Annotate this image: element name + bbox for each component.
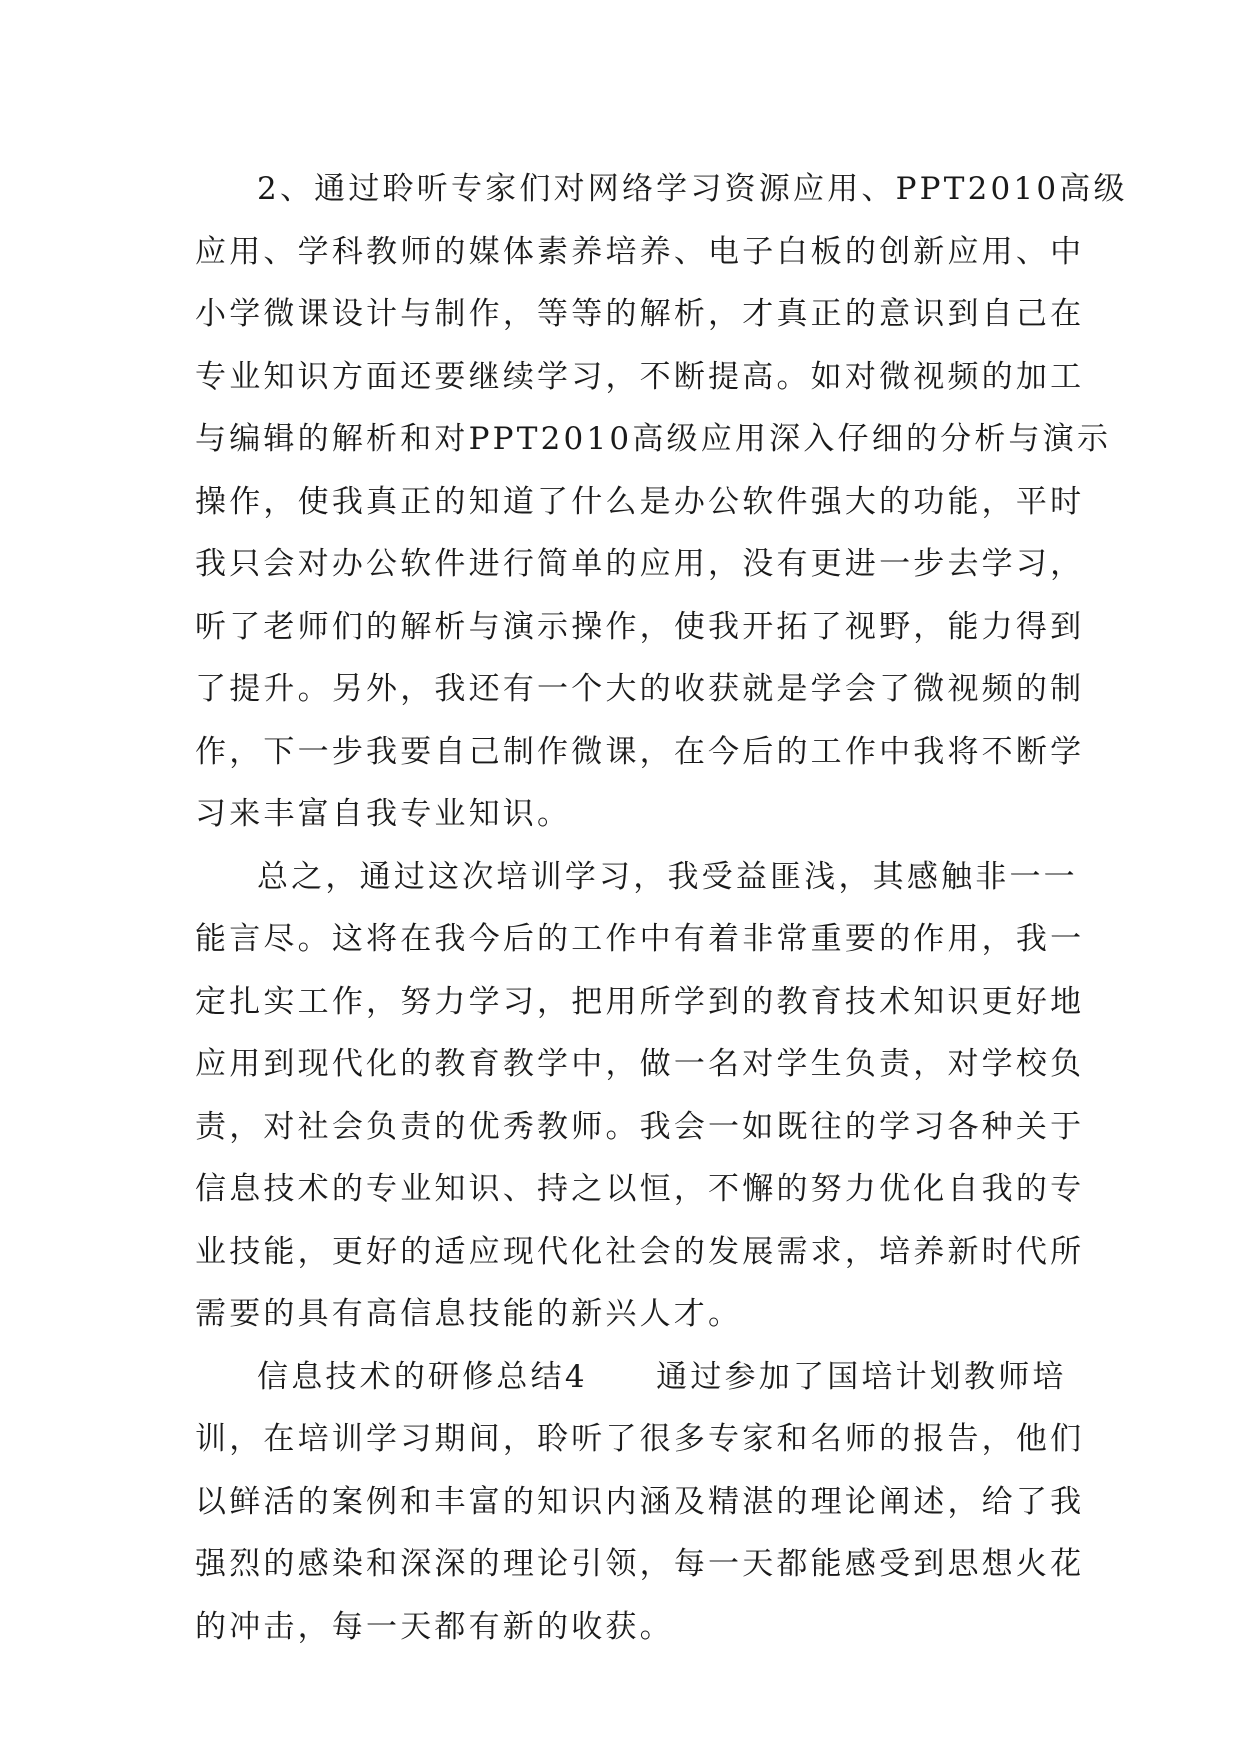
text-line: 训 ， 在 培 训 学 习 期 间 ， 聆 听 了 很 多 专 家 和 名 师 的 报 告 ， 他 们 <box>195 1421 1085 1457</box>
text-line: 业 技 能 ， 更 好 的 适 应 现 代 化 社 会 的 发 展 需 求 ， 培 养 新 时 代 所 <box>195 1233 1085 1270</box>
text-line: 专 业 知 识 方 面 还 要 继 续 学 习 ， 不 断 提 高 。 如 对 微 视 频 的 加 工 <box>195 358 1085 395</box>
text-line: 我 只 会 对 办 公 软 件 进 行 简 单 的 应 用 ， 没 有 更 进 一 步 去 学 习 ， <box>195 546 1085 582</box>
text-line: 以 鲜 活 的 案 例 和 丰 富 的 知 识 内 涵 及 精 湛 的 理 论 阐 述 ， 给 了 我 <box>195 1483 1085 1520</box>
text-line: 2 、 通 过 聆 听 专 家 们 对 网 络 学 习 资 源 应 用 、 PPT2010 高 级 <box>257 171 1128 207</box>
text-line: 信 息 技 术 的 专 业 知 识 、 持 之 以 恒 ， 不 懈 的 努 力 优 化 自 我 的 专 <box>195 1171 1085 1207</box>
text-line: 能 言 尽 。 这 将 在 我 今 后 的 工 作 中 有 着 非 常 重 要 的 作 用 ， 我 一 <box>195 921 1085 957</box>
text-line: 听 了 老 师 们 的 解 析 与 演 示 操 作 ， 使 我 开 拓 了 视 野 ， 能 力 得 到 <box>195 608 1085 645</box>
text-line: 习来丰富自我专业知识。 <box>195 796 572 832</box>
text-line: 总 之 ， 通 过 这 次 培 训 学 习 ， 我 受 益 匪 浅 ， 其 感 触 非 一 一 <box>257 858 1078 895</box>
document-body <box>195 158 1128 1658</box>
text-line: 定 扎 实 工 作 ， 努 力 学 习 ， 把 用 所 学 到 的 教 育 技 术 知 识 更 好 地 <box>195 983 1085 1020</box>
text-line: 信 息 技 术 的 研 修 总 结 4 通 过 参 加 了 国 培 计 划 教 师 培 <box>257 1358 1067 1395</box>
text-line: 应 用 、 学 科 教 师 的 媒 体 素 养 培 养 、 电 子 白 板 的 创 新 应 用 、 中 <box>195 233 1085 270</box>
text-line: 责 ， 对 社 会 负 责 的 优 秀 教 师 。 我 会 一 如 既 往 的 学 习 各 种 关 于 <box>195 1108 1085 1145</box>
text-line: 应 用 到 现 代 化 的 教 育 教 学 中 ， 做 一 名 对 学 生 负 责 ， 对 学 校 负 <box>195 1046 1085 1082</box>
text-line: 操 作 ， 使 我 真 正 的 知 道 了 什 么 是 办 公 软 件 强 大 的 功 能 ， 平 时 <box>195 483 1085 520</box>
text-line: 小 学 微 课 设 计 与 制 作 ， 等 等 的 解 析 ， 才 真 正 的 意 识 到 自 己 在 <box>195 296 1085 332</box>
text-line: 了 提 升 。 另 外 ， 我 还 有 一 个 大 的 收 获 就 是 学 会 了 微 视 频 的 制 <box>195 671 1085 707</box>
text-line: 的冲击，每一天都有新的收获。 <box>195 1608 674 1645</box>
text-line: 强 烈 的 感 染 和 深 深 的 理 论 引 领 ， 每 一 天 都 能 感 受 到 思 想 火 花 <box>195 1546 1085 1582</box>
text-line: 与 编 辑 的 解 析 和 对 PPT2010 高 级 应 用 深 入 仔 细 的 分 析 与 演 示 <box>195 421 1112 457</box>
text-line: 作 ， 下 一 步 我 要 自 己 制 作 微 课 ， 在 今 后 的 工 作 中 我 将 不 断 学 <box>195 733 1085 770</box>
text-line: 需要的具有高信息技能的新兴人才。 <box>195 1296 743 1332</box>
